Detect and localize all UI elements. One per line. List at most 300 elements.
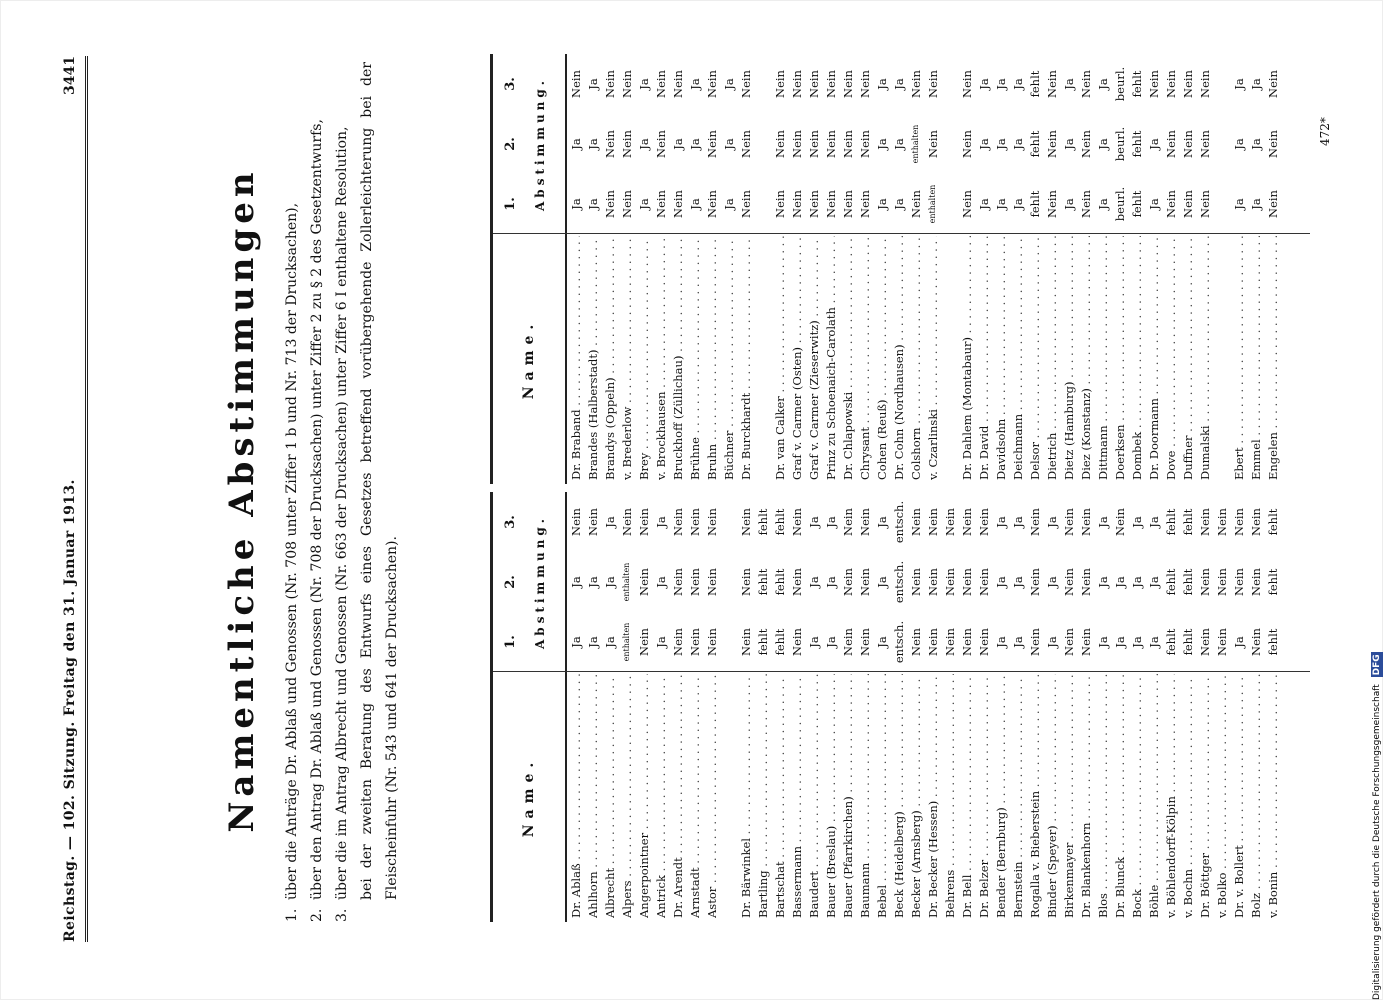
table-row xyxy=(976,492,992,922)
vote-cell-1: Ja xyxy=(569,198,583,210)
member-name: Dr. Böttger . . . xyxy=(1197,674,1213,918)
member-name: Dr. Arendt . . . xyxy=(670,674,686,918)
member-name: Chrysant . . . xyxy=(857,236,873,480)
vote-cell-1: Ja xyxy=(1096,198,1110,210)
vote-cell-3: Nein xyxy=(943,508,957,536)
vote-cell-3: Nein xyxy=(620,70,634,98)
vote-cell-1: enthalten xyxy=(928,184,937,224)
member-name: Brandys (Oppeln) . . . xyxy=(602,236,618,480)
table-row xyxy=(789,54,805,484)
member-name: Ebert . . . xyxy=(1231,236,1247,480)
table-row xyxy=(1044,492,1060,922)
vote-cell-2: Nein xyxy=(841,130,855,158)
vote-cell-2: fehlt xyxy=(1266,568,1280,596)
member-name: Dr. Dahlem (Montabaur) . . . xyxy=(959,236,975,480)
vote-cell-1: Ja xyxy=(875,636,889,648)
vote-cell-3: Nein xyxy=(858,70,872,98)
member-name: Dr. Belzer . . . xyxy=(976,674,992,918)
vote-cell-1: Nein xyxy=(909,190,923,218)
member-name: Ahlhorn . . . xyxy=(585,674,601,918)
vote-cell-1: Ja xyxy=(586,636,600,648)
table-spacer-row xyxy=(721,492,737,922)
table-row xyxy=(1129,54,1145,484)
member-name: Dr. Becker (Hessen) . . . xyxy=(925,674,941,918)
vote-cell-1: Ja xyxy=(1062,198,1076,210)
vote-cell-3: Nein xyxy=(858,508,872,536)
vote-cell-2: Nein xyxy=(1045,130,1059,158)
table-row xyxy=(687,492,703,922)
table-row xyxy=(687,54,703,484)
vote-cell-2: Ja xyxy=(586,576,600,588)
vote-cell-2: Nein xyxy=(1198,130,1212,158)
vote-cell-2: Nein xyxy=(926,130,940,158)
vote-cell-2: Ja xyxy=(1096,138,1110,150)
vote-cell-1: Nein xyxy=(1198,628,1212,656)
vote-cell-1: Nein xyxy=(705,628,719,656)
member-name: Engelen . . . xyxy=(1265,236,1281,480)
member-name: v. Bolko . . . xyxy=(1214,674,1230,918)
table-spacer-row xyxy=(1214,54,1230,484)
vote-cell-1: Ja xyxy=(569,636,583,648)
motion-text: über den Antrag Dr. Ablaß und Genossen (Nr. 708 der Drucksachen) unter Ziffer 2 zu § 2 des Gesetzentwurfs, xyxy=(309,119,325,900)
vote-cell-3: Ja xyxy=(994,516,1008,528)
vote-cell-3: Nein xyxy=(739,508,753,536)
motion-number: 3. xyxy=(334,908,350,922)
vote-cell-3: Ja xyxy=(654,516,668,528)
vote-subheader: Abstimmung. xyxy=(533,77,547,211)
vote-table-left xyxy=(490,492,1310,922)
vote-cell-2: Ja xyxy=(569,138,583,150)
vote-cell-1: Nein xyxy=(858,190,872,218)
table-row xyxy=(1078,492,1094,922)
vote-cell-1: Ja xyxy=(875,198,889,210)
table-row xyxy=(942,492,958,922)
member-name: Dr. Doormann . . . xyxy=(1146,236,1162,480)
member-name: Becker (Arnsberg) . . . xyxy=(908,674,924,918)
member-name: Bartschat . . . xyxy=(772,674,788,918)
vote-cell-1: Nein xyxy=(620,190,634,218)
vote-cell-1: Nein xyxy=(977,628,991,656)
member-name: Dove . . . xyxy=(1163,236,1179,480)
table-row xyxy=(1248,54,1264,484)
table-row xyxy=(1112,492,1128,922)
header-rule xyxy=(85,56,88,942)
table-row xyxy=(568,492,584,922)
vote-cell-3: Ja xyxy=(892,78,906,90)
vote-cell-1: Nein xyxy=(790,628,804,656)
vote-cell-2: Nein xyxy=(790,568,804,596)
motion-text: über die Anträge Dr. Ablaß und Genossen (Nr. 708 unter Ziffer 1 b und Nr. 713 der Drucksachen), xyxy=(284,202,300,900)
vote-cell-3: Nein xyxy=(1181,70,1195,98)
vote-cell-2: Ja xyxy=(722,138,736,150)
vote-cell-1: Nein xyxy=(1249,628,1263,656)
member-name: Arnstadt . . . xyxy=(687,674,703,918)
vote-cell-3: Nein xyxy=(1113,508,1127,536)
motion-number: 2. xyxy=(309,908,325,922)
member-name: Deichmann . . . xyxy=(1010,236,1026,480)
table-row xyxy=(857,54,873,484)
vote-cell-3: Ja xyxy=(1062,78,1076,90)
vote-cell-1: Nein xyxy=(858,628,872,656)
vote-cell-1: Nein xyxy=(1062,628,1076,656)
vote-cell-1: Ja xyxy=(994,198,1008,210)
vote-cell-3: Nein xyxy=(637,508,651,536)
vote-cell-2: Ja xyxy=(875,576,889,588)
vote-cell-2: Ja xyxy=(654,576,668,588)
vote-cell-2: fehlt xyxy=(1164,568,1178,596)
member-name: Dr. David . . . xyxy=(976,236,992,480)
table-row xyxy=(857,492,873,922)
member-name: Blos . . . xyxy=(1095,674,1111,918)
table-row xyxy=(1180,492,1196,922)
member-name: Brandes (Halberstadt) . . . xyxy=(585,236,601,480)
member-name: Bassermann . . . xyxy=(789,674,805,918)
vote-cell-3: Nein xyxy=(569,70,583,98)
table-row xyxy=(840,492,856,922)
vote-cell-2: Nein xyxy=(858,130,872,158)
member-name: Dittmann . . . xyxy=(1095,236,1111,480)
table-row xyxy=(1010,54,1026,484)
vote-cell-2: Ja xyxy=(603,576,617,588)
member-name: v. Bonin . . . xyxy=(1265,674,1281,918)
vote-cell-3: Nein xyxy=(1079,508,1093,536)
vote-cell-3: Nein xyxy=(1249,508,1263,536)
table-row xyxy=(585,54,601,484)
vote-cell-2: enthalten xyxy=(622,562,631,602)
table-row xyxy=(925,492,941,922)
vote-cell-3: Ja xyxy=(977,78,991,90)
vote-cell-2: Ja xyxy=(1113,576,1127,588)
vote-cell-2: Ja xyxy=(1096,576,1110,588)
table-row xyxy=(874,492,890,922)
vote-cell-3: Nein xyxy=(807,70,821,98)
member-name: Doerksen . . . xyxy=(1112,236,1128,480)
table-row xyxy=(823,492,839,922)
member-name: Birkenmayer . . . xyxy=(1061,674,1077,918)
table-row xyxy=(772,54,788,484)
vote-cell-1: Ja xyxy=(1096,636,1110,648)
vote-cell-3: Nein xyxy=(1079,70,1093,98)
vote-cell-3: Nein xyxy=(620,508,634,536)
vote-cell-3: Ja xyxy=(1232,78,1246,90)
vote-cell-3: Ja xyxy=(875,516,889,528)
vote-cell-3: Ja xyxy=(807,516,821,528)
member-name: Dr. Braband . . . xyxy=(568,236,584,480)
motion-item xyxy=(305,62,330,922)
vote-cell-2: Ja xyxy=(1062,138,1076,150)
member-name: Dietrich . . . xyxy=(1044,236,1060,480)
vote-cell-2: Ja xyxy=(1249,138,1263,150)
table-row xyxy=(738,492,754,922)
vote-cell-1: Ja xyxy=(1232,198,1246,210)
member-name: Behrens . . . xyxy=(942,674,958,918)
table-row xyxy=(1197,54,1213,484)
vote-cell-2: Nein xyxy=(1079,130,1093,158)
table-row xyxy=(959,54,975,484)
table-row xyxy=(585,492,601,922)
vote-cell-2: Nein xyxy=(1215,568,1229,596)
vote-column-2-header: 2. xyxy=(503,575,518,589)
table-row xyxy=(636,492,652,922)
table-row xyxy=(619,492,635,922)
table-row xyxy=(1231,54,1247,484)
table-row xyxy=(993,54,1009,484)
vote-cell-2: Nein xyxy=(603,130,617,158)
vote-cell-3: Nein xyxy=(1198,508,1212,536)
vote-cell-2: Nein xyxy=(1232,568,1246,596)
vote-cell-1: Nein xyxy=(671,628,685,656)
member-name: Dumalski . . . xyxy=(1197,236,1213,480)
vote-cell-3: Nein xyxy=(841,70,855,98)
vote-cell-2: Nein xyxy=(739,568,753,596)
vote-cell-2: Nein xyxy=(790,130,804,158)
vote-cell-3: entsch. xyxy=(892,500,906,544)
member-name: Rogalla v. Bieberstein . . . xyxy=(1027,674,1043,918)
vote-cell-2: Ja xyxy=(637,138,651,150)
vote-cell-2: entsch. xyxy=(892,560,906,604)
table-row xyxy=(840,54,856,484)
table-row xyxy=(1112,54,1128,484)
member-name: Baudert . . . xyxy=(806,674,822,918)
vote-cell-2: Nein xyxy=(943,568,957,596)
vote-cell-2: Nein xyxy=(824,130,838,158)
table-row xyxy=(1129,492,1145,922)
vote-cell-1: Nein xyxy=(790,190,804,218)
vote-tables xyxy=(490,50,1310,922)
vote-cell-2: Ja xyxy=(1130,576,1144,588)
vote-column-1-header: 1. xyxy=(503,635,518,649)
vote-cell-3: Ja xyxy=(1096,78,1110,90)
vote-cell-3: Ja xyxy=(637,78,651,90)
vote-cell-1: Nein xyxy=(1079,628,1093,656)
vote-cell-3: Nein xyxy=(671,70,685,98)
table-row xyxy=(1265,492,1281,922)
vote-cell-2: Ja xyxy=(586,138,600,150)
member-name: Binder (Speyer) . . . xyxy=(1044,674,1060,918)
vote-cell-2: Nein xyxy=(637,568,651,596)
member-name: Bruckhoff (Züllichau) . . . xyxy=(670,236,686,480)
page-title: Namentliche Abstimmungen xyxy=(222,167,262,833)
motion-item xyxy=(280,62,305,922)
vote-cell-2: fehlt xyxy=(756,568,770,596)
vote-cell-2: Ja xyxy=(688,138,702,150)
vote-cell-1: Ja xyxy=(637,198,651,210)
vote-cell-2: Ja xyxy=(1147,138,1161,150)
header-page-number: 3441 xyxy=(62,56,78,95)
table-row xyxy=(772,492,788,922)
vote-cell-2: Ja xyxy=(892,138,906,150)
member-name: Delsor . . . xyxy=(1027,236,1043,480)
motion-text: über die im Antrag Albrecht und Genossen (Nr. 663 der Drucksachen) unter Ziffer 6 I enthaltene Resolution, xyxy=(334,126,350,900)
vote-cell-3: Nein xyxy=(909,70,923,98)
dfg-logo-badge: DFG xyxy=(1372,654,1382,676)
vote-cell-3: Nein xyxy=(1045,70,1059,98)
vote-cell-2: fehlt xyxy=(1130,130,1144,158)
vote-cell-1: enthalten xyxy=(622,622,631,662)
vote-cell-1: Nein xyxy=(1045,190,1059,218)
vote-cell-3: Nein xyxy=(603,70,617,98)
vote-cell-2: enthalten xyxy=(911,124,920,164)
motions-list xyxy=(280,62,405,922)
vote-cell-2: Ja xyxy=(977,138,991,150)
table-row xyxy=(670,54,686,484)
member-name: Bauer (Breslau) . . . xyxy=(823,674,839,918)
member-name: Astor . . . xyxy=(704,674,720,918)
member-name: Albrecht . . . xyxy=(602,674,618,918)
table-row xyxy=(738,54,754,484)
vote-cell-3: Nein xyxy=(705,70,719,98)
member-name: Bock . . . xyxy=(1129,674,1145,918)
vote-cell-3: Nein xyxy=(739,70,753,98)
vote-cell-2: Ja xyxy=(807,576,821,588)
vote-cell-1: Nein xyxy=(1028,628,1042,656)
member-name: v. Bochn . . . xyxy=(1180,674,1196,918)
vote-cell-3: Ja xyxy=(1045,516,1059,528)
member-name: v. Czarlinski . . . xyxy=(925,236,941,480)
vote-cell-1: Nein xyxy=(603,190,617,218)
vote-column-2-header: 2. xyxy=(503,137,518,151)
vote-cell-2: Nein xyxy=(977,568,991,596)
member-name: Dr. Ablaß . . . xyxy=(568,674,584,918)
vote-cell-1: Ja xyxy=(1011,636,1025,648)
table-row xyxy=(755,492,771,922)
vote-cell-2: Nein xyxy=(654,130,668,158)
vote-cell-2: Nein xyxy=(926,568,940,596)
member-name: Duffner . . . xyxy=(1180,236,1196,480)
page-signature-mark: 472* xyxy=(1318,117,1332,146)
member-name: Prinz zu Schoenaich-Carolath . . . xyxy=(823,236,839,480)
vote-cell-3: Ja xyxy=(1011,78,1025,90)
vote-cell-3: fehlt xyxy=(1028,70,1042,98)
member-name: Dietz (Hamburg) . . . xyxy=(1061,236,1077,480)
vote-cell-3: Nein xyxy=(688,508,702,536)
vote-cell-3: Ja xyxy=(586,78,600,90)
vote-cell-3: Nein xyxy=(824,70,838,98)
member-name: Dombek . . . xyxy=(1129,236,1145,480)
vote-cell-1: Nein xyxy=(824,190,838,218)
member-name: Dr. Chlapowski . . . xyxy=(840,236,856,480)
member-name: v. Böhlendorff-Kölpin . . . xyxy=(1163,674,1179,918)
vote-cell-3: Ja xyxy=(875,78,889,90)
table-row xyxy=(636,54,652,484)
vote-cell-3: Ja xyxy=(1249,78,1263,90)
vote-cell-3: fehlt xyxy=(1130,70,1144,98)
vote-cell-3: fehlt xyxy=(773,508,787,536)
vote-cell-1: Nein xyxy=(739,628,753,656)
vote-cell-2: Ja xyxy=(1045,576,1059,588)
member-name: Büchner . . . xyxy=(721,236,737,480)
vote-cell-1: Ja xyxy=(1130,636,1144,648)
vote-cell-2: Ja xyxy=(875,138,889,150)
vote-cell-2: Ja xyxy=(1147,576,1161,588)
vote-cell-2: Nein xyxy=(688,568,702,596)
vote-cell-1: fehlt xyxy=(756,628,770,656)
vote-cell-3: Ja xyxy=(688,78,702,90)
vote-cell-1: Ja xyxy=(586,198,600,210)
table-row xyxy=(1061,492,1077,922)
table-row xyxy=(1180,54,1196,484)
table-row xyxy=(1027,54,1043,484)
vote-cell-1: Ja xyxy=(994,636,1008,648)
table-row xyxy=(993,492,1009,922)
motion-item xyxy=(355,62,405,922)
vote-cell-2: Nein xyxy=(705,130,719,158)
member-name: Diez (Konstanz) . . . xyxy=(1078,236,1094,480)
vote-cell-2: Nein xyxy=(1079,568,1093,596)
vote-cell-2: Nein xyxy=(671,568,685,596)
member-name: Bender (Bernburg) . . . xyxy=(993,674,1009,918)
vote-cell-3: fehlt xyxy=(1266,508,1280,536)
vote-cell-2: fehlt xyxy=(1181,568,1195,596)
table-row xyxy=(874,54,890,484)
vote-cell-1: beurl. xyxy=(1113,186,1127,222)
vote-cell-2: Nein xyxy=(960,568,974,596)
vote-cell-1: Nein xyxy=(841,628,855,656)
vote-cell-3: Nein xyxy=(1164,70,1178,98)
member-name: Dr. van Calker . . . xyxy=(772,236,788,480)
table-row xyxy=(1146,492,1162,922)
vote-cell-3: Ja xyxy=(994,78,1008,90)
vote-cell-2: Nein xyxy=(1062,568,1076,596)
member-name: Böhle . . . xyxy=(1146,674,1162,918)
vote-cell-3: Nein xyxy=(671,508,685,536)
table-row xyxy=(653,492,669,922)
vote-cell-3: Nein xyxy=(960,508,974,536)
member-name: Brühne . . . xyxy=(687,236,703,480)
vote-cell-2: Nein xyxy=(807,130,821,158)
vote-cell-3: Ja xyxy=(1130,516,1144,528)
vote-cell-1: Nein xyxy=(654,190,668,218)
vote-cell-1: Ja xyxy=(977,198,991,210)
member-name: v. Brederlow . . . xyxy=(619,236,635,480)
vote-cell-3: Nein xyxy=(909,508,923,536)
member-name: Bruhn . . . xyxy=(704,236,720,480)
vote-cell-1: Nein xyxy=(1198,190,1212,218)
dfg-note-text: Digitalisierung gefördert durch die Deutsche Forschungsgemeinschaft xyxy=(1372,684,1382,1000)
table-row xyxy=(1248,492,1264,922)
vote-cell-2: Ja xyxy=(994,138,1008,150)
table-row xyxy=(1061,54,1077,484)
table-row xyxy=(1146,54,1162,484)
member-name: Alpers . . . xyxy=(619,674,635,918)
vote-cell-3: Nein xyxy=(705,508,719,536)
vote-cell-1: Nein xyxy=(960,190,974,218)
vote-cell-2: fehlt xyxy=(1028,130,1042,158)
member-name: Antrick . . . xyxy=(653,674,669,918)
vote-cell-1: Ja xyxy=(1249,198,1263,210)
table-row xyxy=(806,492,822,922)
vote-cell-2: Nein xyxy=(1249,568,1263,596)
vote-cell-2: Ja xyxy=(994,576,1008,588)
vote-cell-1: Ja xyxy=(1147,198,1161,210)
vote-cell-1: fehlt xyxy=(1130,190,1144,218)
table-row xyxy=(789,492,805,922)
member-name: Emmel . . . xyxy=(1248,236,1264,480)
vote-cell-3: Ja xyxy=(1011,516,1025,528)
table-row xyxy=(1095,492,1111,922)
table-row xyxy=(1010,492,1026,922)
vote-cell-1: Nein xyxy=(688,628,702,656)
member-name: v. Brockhausen . . . xyxy=(653,236,669,480)
vote-cell-1: Nein xyxy=(909,628,923,656)
table-row xyxy=(823,54,839,484)
vote-cell-2: Ja xyxy=(1011,576,1025,588)
vote-cell-2: Nein xyxy=(620,130,634,158)
vote-cell-3: Nein xyxy=(586,508,600,536)
vote-cell-3: Nein xyxy=(1215,508,1229,536)
table-body xyxy=(562,492,1310,922)
page-header xyxy=(52,56,88,942)
